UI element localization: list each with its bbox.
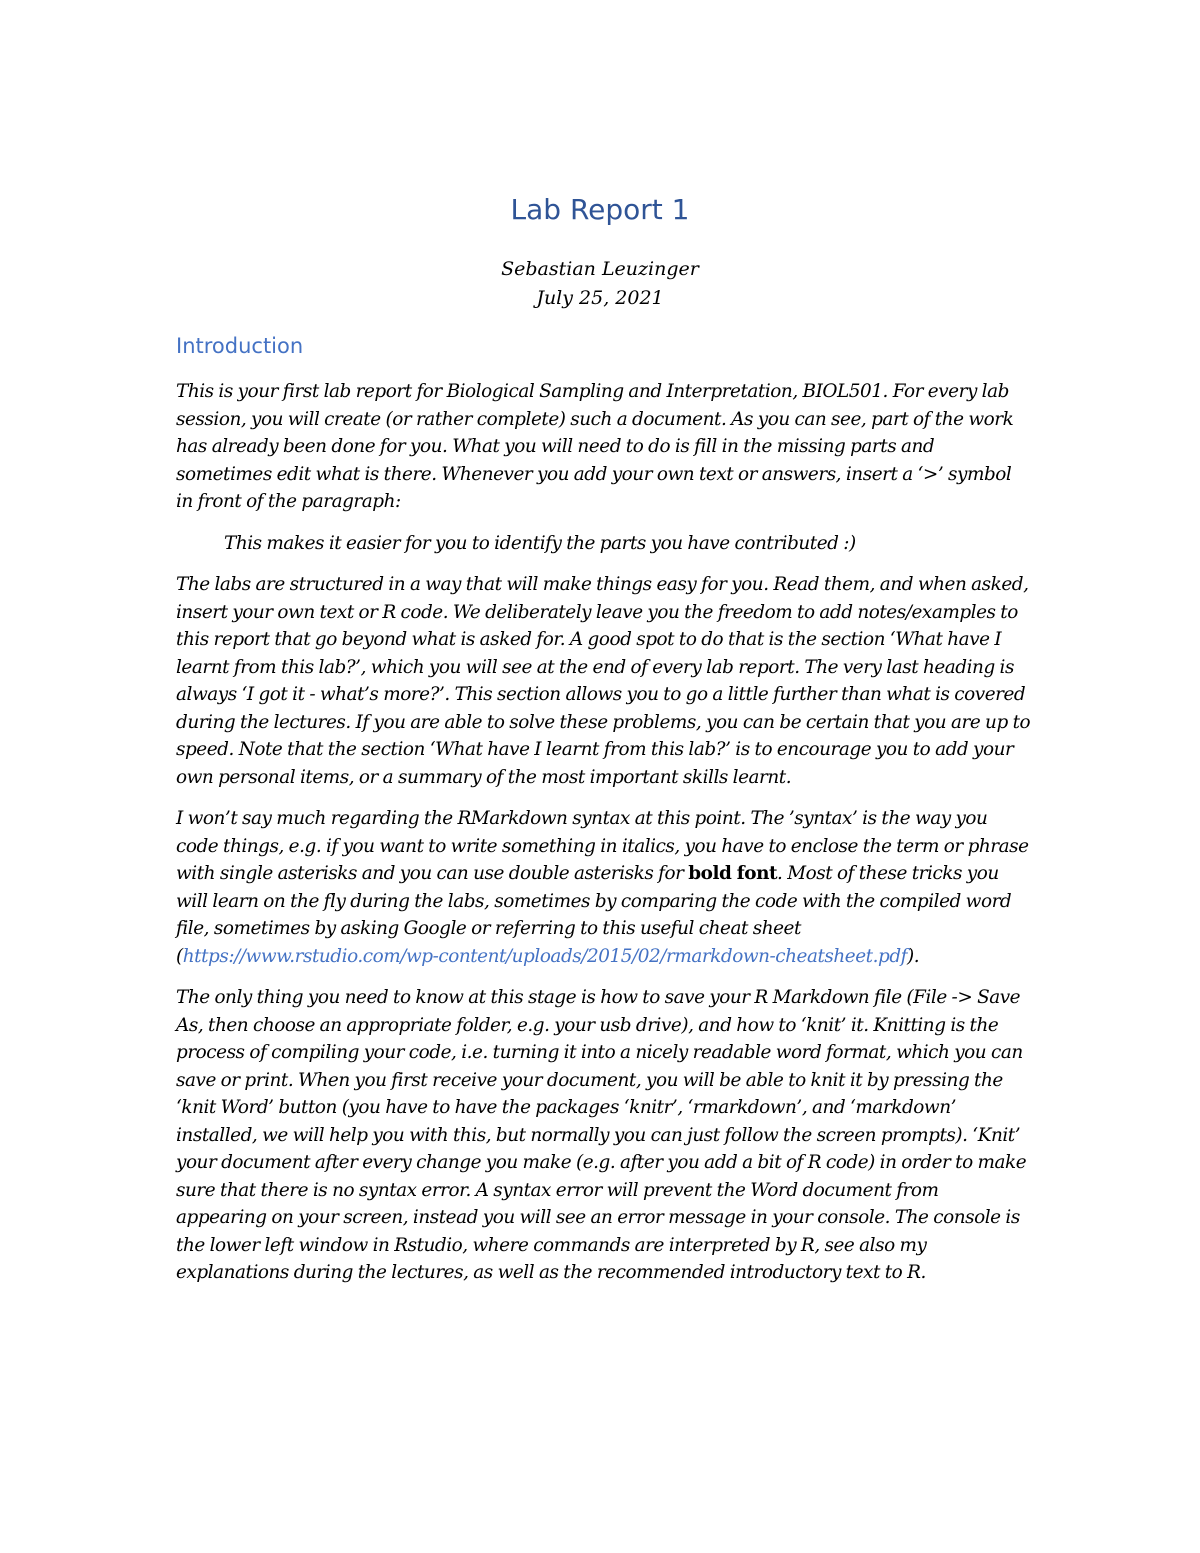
introduction-body bbox=[176, 378, 1032, 1301]
paragraph-3 bbox=[176, 805, 1032, 970]
section-heading-introduction: Introduction bbox=[176, 334, 304, 358]
bold-font-text: bold font bbox=[688, 863, 778, 884]
paragraph-1: This is your first lab report for Biological Sampling and Interpretation, BIOL501. For every lab session, you will create (or rather complete) such a document. As you can see, part of the work has already been done for you. What you will need to do is fill in the missing parts and sometimes edit what is there. Whenever you add your own text or answers, insert a ‘>’ symbol in front of the paragraph: bbox=[176, 381, 1014, 512]
paragraph-4: The only thing you need to know at this stage is how to save your R Markdown file (File -> Save As, then choose an appropriate folder, e.g. your usb drive), and how to ‘knit’ it. Knitting is the process of compiling your code, i.e. turning it into a nicely readable word format, which you can save or print. When you first receive your document, you will be able to knit it by pressing the ‘knit Word’ button (you have to have the packages ‘knitr’, ‘rmarkdown’, and ‘markdown’ installed, we will help you with this, but normally you can just follow the screen prompts). ‘Knit’ your document after every change you make (e.g. after you add a bit of R code) in order to make sure that there is no syntax error. A syntax error will prevent the Word document from appearing on your screen, instead you will see an error message in your console. The console is the lower left window in Rstudio, where commands are interpreted by R, see also my explanations during the lectures, as well as the recommended introductory text to R. bbox=[176, 987, 1027, 1283]
paragraph-3-text-a: I won’t say much regarding the RMarkdown syntax at this point. The ’syntax’ is the way you code things, e.g. if you want to write something in italics, you have to enclose the term or phrase with single asterisks and you can use double asterisks for bbox=[176, 808, 1029, 884]
cheatsheet-link[interactable]: https://www.rstudio.com/wp-content/uploads/2015/02/rmarkdown-cheatsheet.pdf bbox=[182, 945, 907, 967]
paragraph-2: The labs are structured in a way that will make things easy for you. Read them, and when asked, insert your own text or R code. We deliberately leave you the freedom to add notes/examples to this report that go beyond what is asked for. A good spot to do that is the section ‘What have I learnt from this lab?’, which you will see at the end of every lab report. The very last heading is always ‘I got it - what’s more?’. This section allows you to go a little further than what is covered during the lectures. If you are able to solve these problems, you can be certain that you are up to speed. Note that the section ‘What have I learnt from this lab?’ is to encourage you to add your own personal items, or a summary of the most important skills learnt. bbox=[176, 574, 1031, 788]
paragraph-3-text-c: ). bbox=[907, 945, 920, 967]
document-title: Lab Report 1 bbox=[510, 193, 690, 226]
document-date: July 25, 2021 bbox=[536, 287, 664, 309]
paragraph-3-text-b: . Most of these tricks you will learn on the fly during the labs, sometimes by comparing the code with the compiled word file, sometimes by asking Google or referring to this useful cheat sheet ( bbox=[176, 863, 1012, 967]
document-author: Sebastian Leuzinger bbox=[501, 258, 699, 280]
blockquote: This makes it easier for you to identify the parts you have contributed :) bbox=[224, 532, 856, 554]
